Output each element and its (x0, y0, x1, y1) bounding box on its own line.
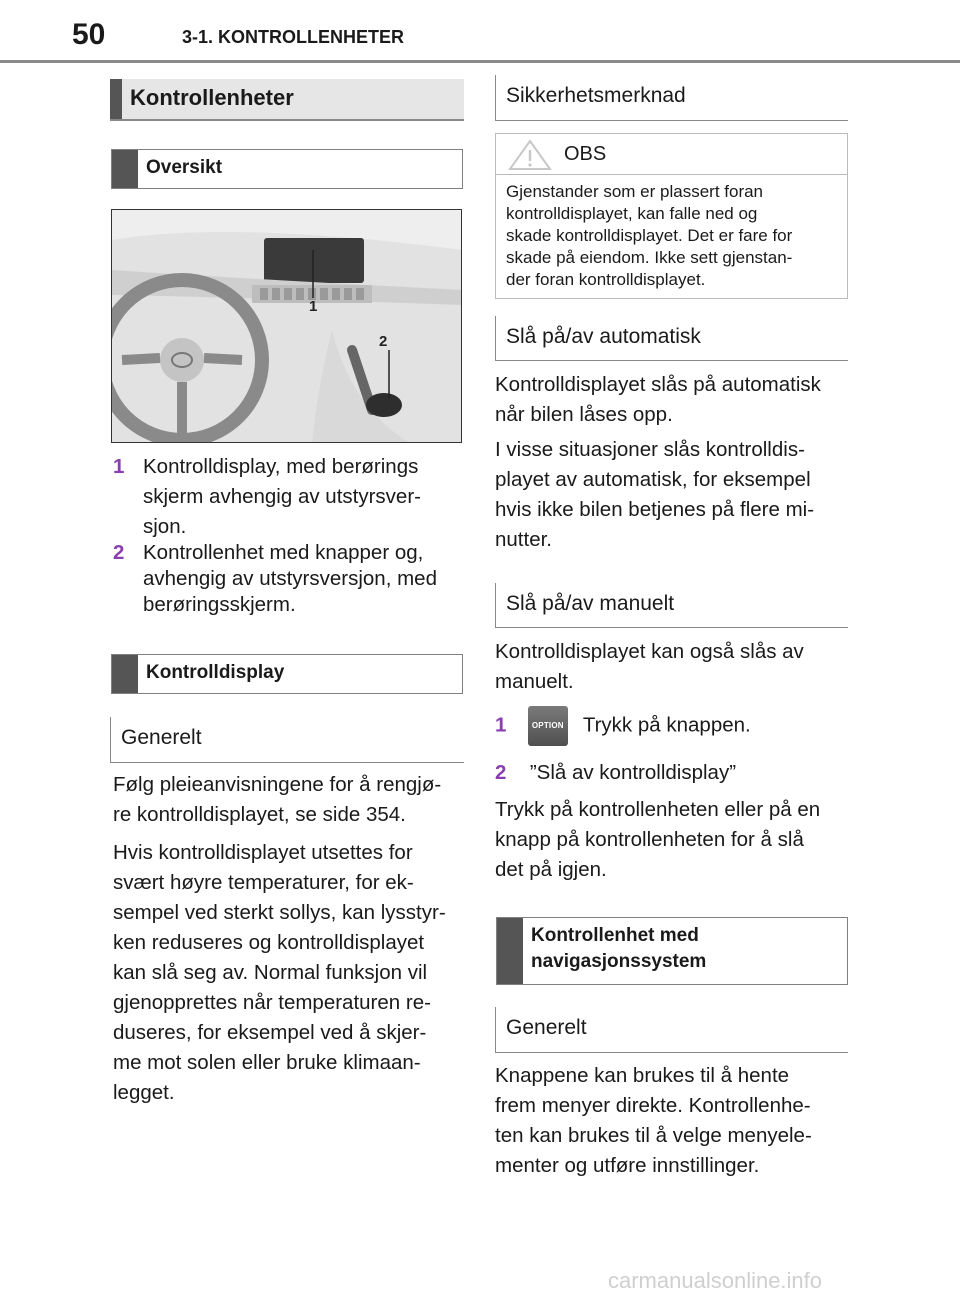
nav-heading-text (523, 918, 714, 980)
temperature-paragraph (113, 838, 468, 1108)
heading-bar (497, 918, 523, 984)
text-line: kan slå seg av. Normal funksjon vil (113, 961, 428, 984)
nav-paragraph (495, 1061, 855, 1181)
text-line: Trykk på kontrollenheten eller på en (495, 798, 821, 821)
page-number: 50 (72, 18, 106, 51)
text-line: Hvis kontrolldisplayet utsettes for (113, 841, 413, 864)
header-divider (0, 60, 960, 63)
legend-text-line: Kontrollenhet med knapper og, (143, 541, 424, 564)
general-heading-left: Generelt (110, 717, 464, 763)
text-line: Kontrollenhet med (531, 925, 699, 946)
text-line: playet av automatisk, for eksempel (495, 468, 811, 491)
text-line: manuelt. (495, 670, 574, 693)
overview-heading (111, 149, 463, 189)
text-line: gjenopprettes når temperaturen re- (113, 991, 431, 1014)
legend-number: 1 (113, 455, 125, 478)
obs-header (496, 134, 847, 175)
text-line: svært høyre temperaturer, for ek- (113, 871, 414, 894)
display-heading-text: Kontrolldisplay (146, 662, 285, 683)
text-line: legget. (113, 1081, 175, 1104)
text-line: menter og utføre innstillinger. (495, 1154, 760, 1177)
auto-heading: Slå på/av automatisk (495, 316, 848, 361)
text-line: skade kontrolldisplayet. Det er fare for (506, 226, 793, 245)
text-line: det på igjen. (495, 858, 607, 881)
manual-paragraph-1 (495, 637, 855, 697)
step-1 (495, 706, 855, 746)
step-text: ”Slå av kontrolldisplay” (529, 761, 737, 784)
chapter-title: 3-1. KONTROLLENHETER (182, 27, 405, 47)
text-line: frem menyer direkte. Kontrollenhe- (495, 1094, 811, 1117)
auto-paragraph-1 (495, 370, 855, 430)
text-line: re kontrolldisplayet, se side 354. (113, 803, 406, 826)
heading-bar (112, 150, 138, 188)
main-heading (110, 79, 464, 121)
manual-paragraph-2 (495, 795, 855, 885)
step-2 (495, 758, 855, 788)
obs-notice (495, 133, 848, 299)
legend-number: 2 (113, 541, 125, 564)
watermark: carmanualsonline.info (608, 1268, 823, 1293)
legend-item-2 (113, 540, 463, 618)
obs-message (496, 175, 847, 297)
legend-text-line: berøringsskjerm. (143, 593, 296, 616)
text-line: der foran kontrolldisplayet. (506, 270, 706, 289)
step-number: 2 (495, 761, 507, 784)
text-line: duseres, for eksempel ved å skjer- (113, 1021, 427, 1044)
text-line: når bilen låses opp. (495, 403, 673, 426)
text-line: Gjenstander som er plassert foran (506, 182, 764, 201)
step-text: Trykk på knappen. (582, 713, 751, 737)
safety-heading: Sikkerhetsmerknad (495, 75, 848, 121)
warning-icon (508, 139, 552, 171)
option-button-icon: OPTION (528, 706, 568, 746)
display-heading (111, 654, 463, 694)
dashboard-illustration (112, 210, 462, 443)
dashboard-figure (111, 209, 462, 443)
overview-heading-text: Oversikt (146, 157, 223, 178)
text-line: Knappene kan brukes til å hente (495, 1064, 790, 1087)
legend-text-line: sjon. (143, 515, 187, 538)
legend-text-line: avhengig av utstyrsversjon, med (143, 567, 437, 590)
callout-1: 1 (309, 298, 318, 315)
legend-item-1 (113, 452, 463, 542)
text-line: nutter. (495, 528, 552, 551)
heading-bar (110, 79, 122, 119)
text-line: knapp på kontrollenheten for å slå (495, 828, 804, 851)
step-number: 1 (495, 713, 507, 737)
main-heading-text: Kontrollenheter (130, 85, 294, 110)
callout-2: 2 (379, 333, 388, 350)
text-line: me mot solen eller bruke klimaan- (113, 1051, 421, 1074)
text-line: I visse situasjoner slås kontrolldis- (495, 438, 805, 461)
nav-heading (496, 917, 848, 985)
text-line: navigasjonssystem (531, 951, 707, 972)
text-line: Kontrolldisplayet kan også slås av (495, 640, 804, 663)
legend-text-line: skjerm avhengig av utstyrsver- (143, 485, 421, 508)
text-line: Følg pleieanvisningene for å rengjø- (113, 773, 442, 796)
text-line: ten kan brukes til å velge menyele- (495, 1124, 812, 1147)
care-paragraph (113, 770, 468, 830)
text-line: sempel ved sterkt sollys, kan lysstyr- (113, 901, 446, 924)
general-heading-right: Generelt (495, 1007, 848, 1053)
legend-text-line: Kontrolldisplay, med berørings (143, 455, 419, 478)
text-line: skade på eiendom. Ikke sett gjenstan- (506, 248, 793, 267)
heading-bar (112, 655, 138, 693)
text-line: Kontrolldisplayet slås på automatisk (495, 373, 821, 396)
text-line: kontrolldisplayet, kan falle ned og (506, 204, 758, 223)
manual-heading: Slå på/av manuelt (495, 583, 848, 628)
text-line: hvis ikke bilen betjenes på flere mi- (495, 498, 815, 521)
obs-label: OBS (564, 143, 607, 165)
text-line: ken reduseres og kontrolldisplayet (113, 931, 425, 954)
auto-paragraph-2 (495, 435, 855, 555)
